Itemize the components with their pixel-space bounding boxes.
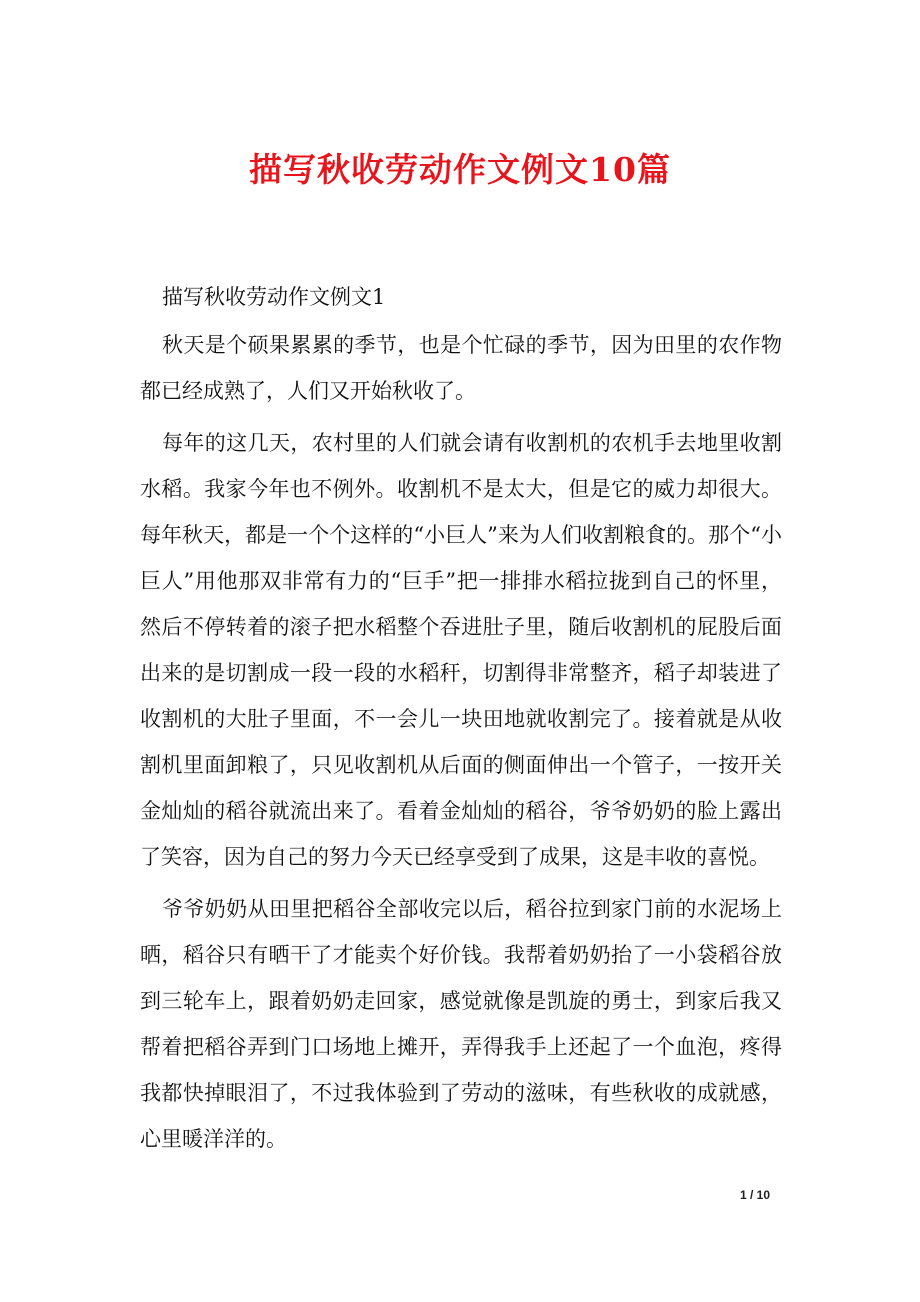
- document-title: 描写秋收劳动作文例文10篇: [249, 150, 671, 189]
- document-body: [140, 274, 782, 1168]
- text-line: 每年的这几天，农村里的人们就会请有收割机的农机手去地里收割: [162, 431, 782, 455]
- text-line: 都已经成熟了，人们又开始秋收了。: [140, 379, 476, 403]
- text-line: 秋天是个硕果累累的季节，也是个忙碌的季节，因为田里的农作物: [162, 333, 782, 357]
- paragraph: [140, 322, 782, 414]
- text-line: 巨人”用他那双非常有力的“巨手”把一排排水稻拉拢到自己的怀里，: [140, 569, 782, 593]
- text-line: 我都快掉眼泪了，不过我体验到了劳动的滋味，有些秋收的成就感，: [140, 1081, 782, 1105]
- page-number: 1 / 10: [740, 1188, 771, 1202]
- text-line: 水稻。我家今年也不例外。收割机不是太大，但是它的威力却很大。: [140, 477, 782, 501]
- text-line: 爷爷奶奶从田里把稻谷全部收完以后，稻谷拉到家门前的水泥场上: [162, 897, 782, 921]
- text-line: 出来的是切割成一段一段的水稻秆，切割得非常整齐，稻子却装进了: [140, 661, 782, 685]
- paragraph: [140, 420, 782, 880]
- paragraph: [140, 886, 782, 1162]
- text-line: 每年秋天，都是一个个这样的“小巨人”来为人们收割粮食的。那个“小: [140, 523, 782, 547]
- text-line: 收割机的大肚子里面，不一会儿一块田地就收割完了。接着就是从收: [140, 707, 782, 731]
- text-line: 金灿灿的稻谷就流出来了。看着金灿灿的稻谷，爷爷奶奶的脸上露出: [140, 799, 782, 823]
- text-line: 到三轮车上，跟着奶奶走回家，感觉就像是凯旋的勇士，到家后我又: [140, 989, 782, 1013]
- text-line: 了笑容，因为自己的努力今天已经享受到了成果，这是丰收的喜悦。: [140, 845, 770, 869]
- text-line: 割机里面卸粮了，只见收割机从后面的侧面伸出一个管子，一按开关: [140, 753, 782, 777]
- text-line: 晒，稻谷只有晒干了才能卖个好价钱。我帮着奶奶抬了一小袋稻谷放: [140, 943, 782, 967]
- section-heading: 描写秋收劳动作文例文1: [162, 285, 386, 309]
- text-line: 然后不停转着的滚子把水稻整个吞进肚子里，随后收割机的屁股后面: [140, 615, 782, 639]
- text-line: 帮着把稻谷弄到门口场地上摊开，弄得我手上还起了一个血泡，疼得: [140, 1035, 782, 1059]
- text-line: 心里暖洋洋的。: [140, 1127, 287, 1151]
